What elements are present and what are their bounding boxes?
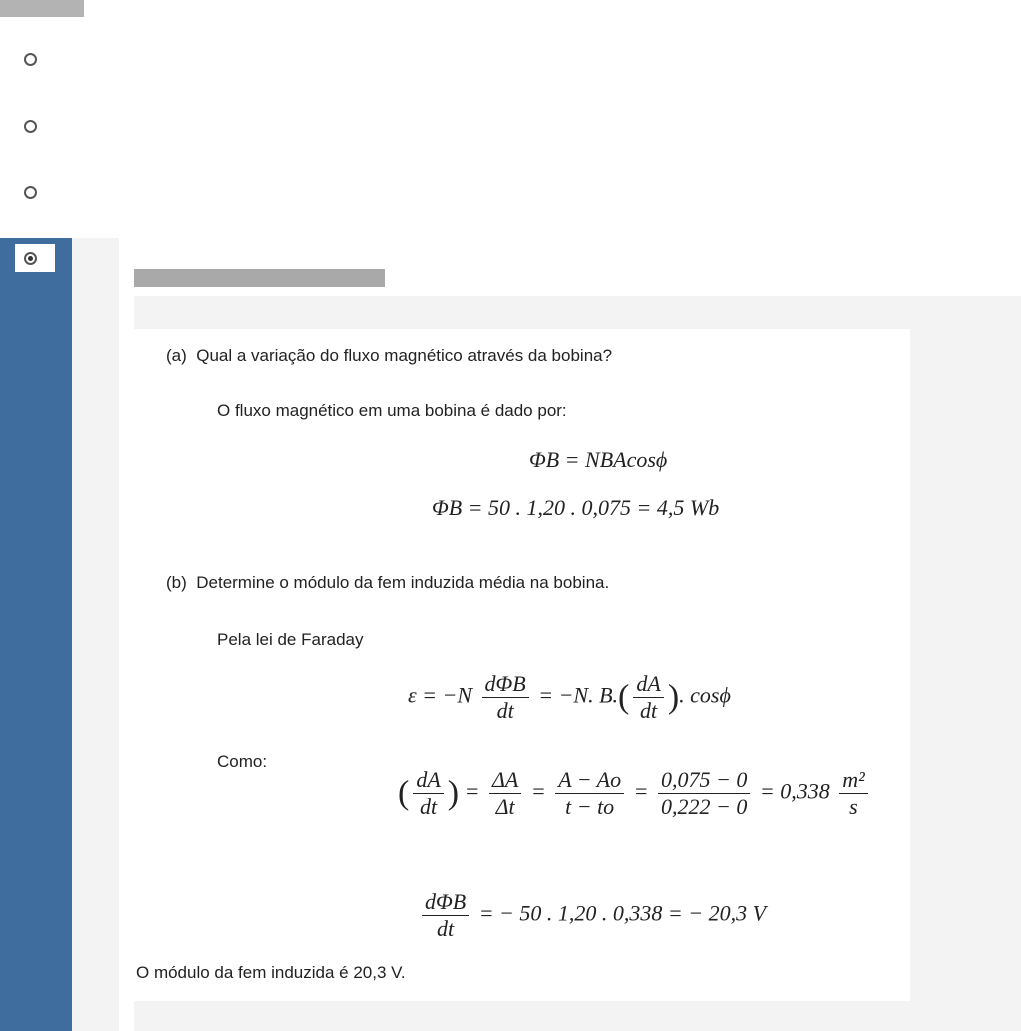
flux-calculation: ΦB = 50 . 1,20 . 0,075 = 4,5 Wb [432,495,720,520]
resolution-document [134,329,910,1001]
header-bar [0,0,84,17]
part-a-intro: O fluxo magnético em uma bobina é dado por: [217,401,567,420]
flux-formula: ΦB = NBAcosϕ [529,447,668,472]
emf-calculation: $\frac{\text{dΦB}}{dt}$ = − 50 . 1,20 . 0,338 = − 20,3 V [418,889,766,942]
question-area [119,28,1021,238]
radio-icon[interactable] [24,186,37,199]
selected-option-highlight [0,238,72,1031]
option-4[interactable] [15,244,55,272]
option-2[interactable] [15,112,55,140]
conclusion-text: O módulo da fem induzida é 20,3 V. [136,963,406,982]
option-3[interactable] [15,178,55,206]
radio-checked-icon[interactable] [24,252,37,265]
part-b-intro: Pela lei de Faraday [217,630,364,649]
radio-icon[interactable] [24,53,37,66]
part-a-heading: (a) Qual a variação do fluxo magnético através da bobina? [166,346,613,365]
faraday-formula: ε = −N $\frac{\text{dΦB}}{dt}$ = −N. B.( $\frac{dA}{dt}$ ). cosϕ [408,671,731,723]
option-1[interactable] [15,45,55,73]
radio-icon[interactable] [24,120,37,133]
feedback-label-bar [134,269,385,287]
area-rate-formula: ( $\frac{dA}{dt}$ ) = $\frac{\Delta A}{\Delta t}$ = $\frac{A - Ao}{t - to}$ = $\frac{0,075 - 0}{0,222 - 0}$ = 0,338 $\frac{\text{m²}}{s}$ [398,767,872,820]
como-label: Como: [217,752,268,771]
part-b-heading: (b) Determine o módulo da fem induzida média na bobina. [166,573,610,592]
